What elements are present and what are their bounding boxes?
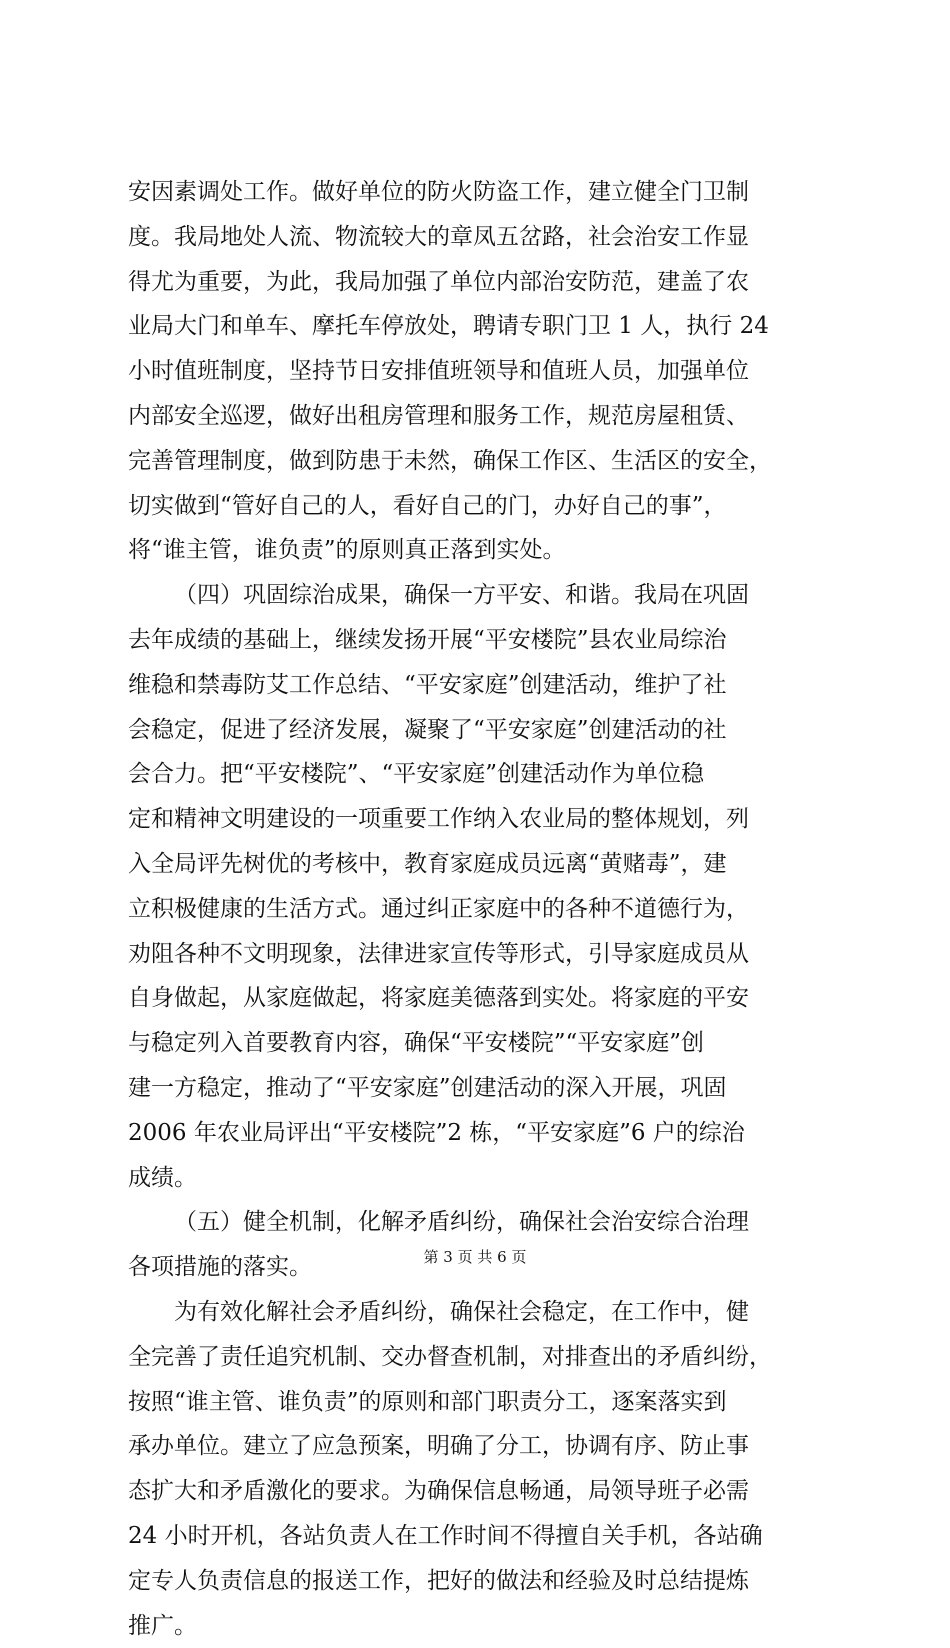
text-line: 完善管理制度，做到防患于未然，确保工作区、生活区的安全， (128, 439, 834, 484)
section-heading-line: （四）巩固综治成果，确保一方平安、和谐。我局在巩固 (128, 573, 834, 618)
text-line: 态扩大和矛盾激化的要求。为确保信息畅通，局领导班子必需 (128, 1469, 834, 1514)
text-line: 成绩。 (128, 1156, 834, 1201)
text-line: 按照“谁主管、谁负责”的原则和部门职责分工，逐案落实到 (128, 1380, 834, 1425)
text-line: 入全局评先树优的考核中，教育家庭成员远离“黄赌毒”，建 (128, 842, 834, 887)
text-line: 会稳定，促进了经济发展，凝聚了“平安家庭”创建活动的社 (128, 708, 834, 753)
page-number-footer: 第 3 页 共 6 页 (0, 1247, 950, 1267)
text-line: 自身做起，从家庭做起，将家庭美德落到实处。将家庭的平安 (128, 976, 834, 1021)
text-line: 2006 年农业局评出“平安楼院”2 栋，“平安家庭”6 户的综治 (128, 1111, 834, 1156)
document-body (128, 170, 834, 1648)
text-line: 24 小时开机，各站负责人在工作时间不得擅自关手机，各站确 (128, 1514, 834, 1559)
text-line: 立积极健康的生活方式。通过纠正家庭中的各种不道德行为， (128, 887, 834, 932)
section-heading-line: （五）健全机制，化解矛盾纠纷，确保社会治安综合治理 (128, 1200, 834, 1245)
text-line: 得尤为重要，为此，我局加强了单位内部治安防范，建盖了农 (128, 260, 834, 305)
text-line: 度。我局地处人流、物流较大的章凤五岔路，社会治安工作显 (128, 215, 834, 260)
text-line: 全完善了责任追究机制、交办督查机制，对排查出的矛盾纠纷， (128, 1335, 834, 1380)
text-line: 与稳定列入首要教育内容，确保“平安楼院”“平安家庭”创 (128, 1021, 834, 1066)
text-line: 劝阻各种不文明现象，法律进家宣传等形式，引导家庭成员从 (128, 932, 834, 977)
text-line: 去年成绩的基础上，继续发扬开展“平安楼院”县农业局综治 (128, 618, 834, 663)
text-line: 定专人负责信息的报送工作，把好的做法和经验及时总结提炼 (128, 1559, 834, 1604)
text-line: 业局大门和单车、摩托车停放处，聘请专职门卫 1 人，执行 24 (128, 304, 834, 349)
text-line: 安因素调处工作。做好单位的防火防盗工作，建立健全门卫制 (128, 170, 834, 215)
text-line: 各项措施的落实。 (128, 1245, 834, 1290)
paragraph-first-line: 为有效化解社会矛盾纠纷，确保社会稳定，在工作中，健 (128, 1290, 834, 1335)
text-line: 定和精神文明建设的一项重要工作纳入农业局的整体规划，列 (128, 797, 834, 842)
text-line: 维稳和禁毒防艾工作总结、“平安家庭”创建活动，维护了社 (128, 663, 834, 708)
text-line: 会合力。把“平安楼院”、“平安家庭”创建活动作为单位稳 (128, 752, 834, 797)
text-line: 切实做到“管好自己的人，看好自己的门，办好自己的事”， (128, 484, 834, 529)
text-line: 推广。 (128, 1604, 834, 1648)
text-line: 将“谁主管，谁负责”的原则真正落到实处。 (128, 528, 834, 573)
text-line: 建一方稳定，推动了“平安家庭”创建活动的深入开展，巩固 (128, 1066, 834, 1111)
text-line: 内部安全巡逻，做好出租房管理和服务工作，规范房屋租赁、 (128, 394, 834, 439)
text-line: 小时值班制度，坚持节日安排值班领导和值班人员，加强单位 (128, 349, 834, 394)
text-line: 承办单位。建立了应急预案，明确了分工，协调有序、防止事 (128, 1424, 834, 1469)
